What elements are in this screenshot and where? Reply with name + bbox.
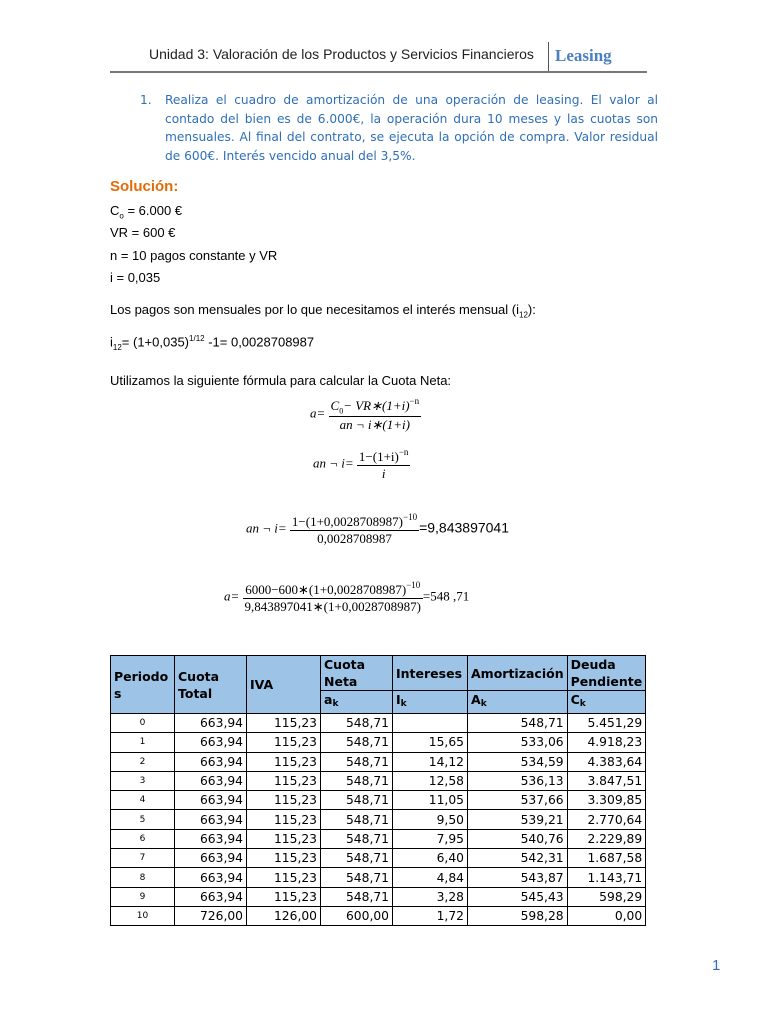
cell-iva: 115,23 bbox=[247, 791, 321, 810]
cell-amortizacion: 539,21 bbox=[468, 810, 568, 829]
problem-text: Realiza el cuadro de amortización de una operación de leasing. El valor al contado del bien es de 6.000€, la operación dura 10 meses y las cuotas son mensuales. Al final del contrato, se ejecuta la opción de compra. Valor residual de 600€. Interés vencido anual del 3,5%. bbox=[165, 93, 658, 163]
cell-cuota-neta: 548,71 bbox=[321, 791, 393, 810]
cell-intereses: 7,95 bbox=[393, 829, 468, 848]
cell-periodo: 5 bbox=[111, 810, 175, 829]
cell-cuota-total: 663,94 bbox=[175, 752, 247, 771]
cell-deuda-pendiente: 5.451,29 bbox=[567, 714, 646, 733]
cell-cuota-neta: 548,71 bbox=[321, 810, 393, 829]
cell-deuda-pendiente: 598,29 bbox=[567, 887, 646, 906]
cell-amortizacion: 537,66 bbox=[468, 791, 568, 810]
cell-periodo: 0 bbox=[111, 714, 175, 733]
cell-intereses: 9,50 bbox=[393, 810, 468, 829]
cell-amortizacion: 540,76 bbox=[468, 829, 568, 848]
cell-iva: 115,23 bbox=[247, 829, 321, 848]
problem-statement bbox=[140, 91, 658, 165]
cell-intereses: 4,84 bbox=[393, 868, 468, 887]
header-amortizacion: Amortización bbox=[468, 656, 568, 691]
table-row bbox=[111, 887, 646, 906]
i-line: i = 0,035 bbox=[110, 270, 161, 285]
formula-intro: Utilizamos la siguiente fórmula para calcular la Cuota Neta: bbox=[110, 373, 452, 388]
cell-cuota-neta: 548,71 bbox=[321, 868, 393, 887]
cell-amortizacion: 598,28 bbox=[468, 906, 568, 925]
cell-iva: 126,00 bbox=[247, 906, 321, 925]
cell-intereses: 1,72 bbox=[393, 906, 468, 925]
cell-cuota-total: 663,94 bbox=[175, 887, 247, 906]
header-amortizacion-symbol: $A_k$ bbox=[468, 691, 568, 714]
cell-deuda-pendiente: 2.770,64 bbox=[567, 810, 646, 829]
cell-cuota-neta: 548,71 bbox=[321, 829, 393, 848]
cell-cuota-neta: 548,71 bbox=[321, 752, 393, 771]
amortization-table-body bbox=[111, 714, 646, 926]
cell-amortizacion: 542,31 bbox=[468, 849, 568, 868]
cell-cuota-total: 663,94 bbox=[175, 791, 247, 810]
problem-number: 1. bbox=[140, 93, 152, 107]
table-row bbox=[111, 906, 646, 925]
cell-intereses: 3,28 bbox=[393, 887, 468, 906]
cell-amortizacion: 536,13 bbox=[468, 771, 568, 790]
cell-iva: 115,23 bbox=[247, 887, 321, 906]
table-row bbox=[111, 849, 646, 868]
i12-line: $i_{12}= (1+0,035)^{1/12}$ -1= 0,0028708987 bbox=[110, 334, 315, 352]
cell-periodo: 8 bbox=[111, 868, 175, 887]
cell-intereses: 14,12 bbox=[393, 752, 468, 771]
cell-cuota-neta: 548,71 bbox=[321, 887, 393, 906]
cell-intereses: 11,05 bbox=[393, 791, 468, 810]
cell-intereses bbox=[393, 714, 468, 733]
cell-deuda-pendiente: 2.229,89 bbox=[567, 829, 646, 848]
formula-annuity: an ¬ i= $\frac{1-(1+i)^{-n}}{i}$ bbox=[313, 447, 409, 481]
cell-cuota-total: 663,94 bbox=[175, 849, 247, 868]
header-deuda: Deuda Pendiente bbox=[567, 656, 646, 691]
cell-amortizacion: 545,43 bbox=[468, 887, 568, 906]
table-row bbox=[111, 868, 646, 887]
cell-deuda-pendiente: 1.687,58 bbox=[567, 849, 646, 868]
table-row bbox=[111, 733, 646, 752]
cell-periodo: 4 bbox=[111, 791, 175, 810]
cell-cuota-total: 663,94 bbox=[175, 868, 247, 887]
cell-amortizacion: 548,71 bbox=[468, 714, 568, 733]
cell-cuota-total: 726,00 bbox=[175, 906, 247, 925]
header-cuota-total: Cuota Total bbox=[175, 656, 247, 714]
cell-cuota-total: 663,94 bbox=[175, 810, 247, 829]
cell-periodo: 9 bbox=[111, 887, 175, 906]
table-row bbox=[111, 810, 646, 829]
cell-cuota-neta: 548,71 bbox=[321, 714, 393, 733]
solution-title: Solución: bbox=[110, 178, 179, 195]
header-intereses-symbol: $I_k$ bbox=[393, 691, 468, 714]
page-number: 1 bbox=[712, 957, 721, 974]
formula-cuota-neta-value: a= $\frac{6000-600∗(1+0,0028708987)^{-10}}{9,843897041∗(1+0,0028708987)}$ =548 ,71 bbox=[224, 580, 470, 614]
cell-intereses: 12,58 bbox=[393, 771, 468, 790]
cell-cuota-total: 663,94 bbox=[175, 714, 247, 733]
cell-deuda-pendiente: 3.847,51 bbox=[567, 771, 646, 790]
cell-periodo: 1 bbox=[111, 733, 175, 752]
cell-amortizacion: 543,87 bbox=[468, 868, 568, 887]
table-row bbox=[111, 714, 646, 733]
header-intereses: Intereses bbox=[393, 656, 468, 691]
n-line: n = 10 pagos constante y VR bbox=[110, 248, 278, 263]
cell-cuota-neta: 548,71 bbox=[321, 849, 393, 868]
formula-annuity-value: an ¬ i= $\frac{1-(1+0,0028708987)^{-10}}{0,0028708987}$ =9,843897041 bbox=[246, 512, 510, 546]
cell-periodo: 3 bbox=[111, 771, 175, 790]
cell-iva: 115,23 bbox=[247, 810, 321, 829]
c0-line: $C_o = 6.000$ € bbox=[110, 203, 183, 221]
cell-deuda-pendiente: 3.309,85 bbox=[567, 791, 646, 810]
table-row bbox=[111, 752, 646, 771]
header-cuota-neta: Cuota Neta bbox=[321, 656, 393, 691]
cell-iva: 115,23 bbox=[247, 868, 321, 887]
cell-cuota-neta: 548,71 bbox=[321, 771, 393, 790]
cell-periodo: 6 bbox=[111, 829, 175, 848]
cell-iva: 115,23 bbox=[247, 849, 321, 868]
header-rule bbox=[110, 71, 647, 73]
cell-amortizacion: 533,06 bbox=[468, 733, 568, 752]
header-deuda-symbol: $C_k$ bbox=[567, 691, 646, 714]
table-row bbox=[111, 771, 646, 790]
cell-cuota-total: 663,94 bbox=[175, 733, 247, 752]
table-row bbox=[111, 791, 646, 810]
header-iva: IVA bbox=[247, 656, 321, 714]
table-row bbox=[111, 829, 646, 848]
cell-periodo: 2 bbox=[111, 752, 175, 771]
formula-cuota-neta: a= $\frac{C_0- VR∗(1+i)^{-n}}{an \neg i∗(1+i)}$ bbox=[310, 396, 420, 432]
cell-intereses: 6,40 bbox=[393, 849, 468, 868]
amortization-table bbox=[110, 655, 646, 926]
cell-deuda-pendiente: 4.383,64 bbox=[567, 752, 646, 771]
monthly-intro: Los pagos son mensuales por lo que necesitamos el interés mensual $(i_{12})$: bbox=[110, 302, 536, 320]
header-section: Leasing bbox=[555, 46, 612, 65]
cell-iva: 115,23 bbox=[247, 714, 321, 733]
cell-cuota-neta: 548,71 bbox=[321, 733, 393, 752]
cell-iva: 115,23 bbox=[247, 752, 321, 771]
cell-deuda-pendiente: 0,00 bbox=[567, 906, 646, 925]
cell-cuota-total: 663,94 bbox=[175, 771, 247, 790]
cell-intereses: 15,65 bbox=[393, 733, 468, 752]
header-periodos: Periodo s bbox=[111, 656, 175, 714]
cell-periodo: 10 bbox=[111, 906, 175, 925]
header-divider bbox=[548, 42, 549, 73]
cell-deuda-pendiente: 4.918,23 bbox=[567, 733, 646, 752]
cell-deuda-pendiente: 1.143,71 bbox=[567, 868, 646, 887]
cell-periodo: 7 bbox=[111, 849, 175, 868]
cell-cuota-neta: 600,00 bbox=[321, 906, 393, 925]
cell-iva: 115,23 bbox=[247, 733, 321, 752]
header-title: Unidad 3: Valoración de los Productos y Servicios Financieros bbox=[149, 46, 534, 62]
header-cuota-neta-symbol: $a_k$ bbox=[321, 691, 393, 714]
vr-line: VR = 600 € bbox=[110, 225, 176, 240]
cell-amortizacion: 534,59 bbox=[468, 752, 568, 771]
cell-iva: 115,23 bbox=[247, 771, 321, 790]
cell-cuota-total: 663,94 bbox=[175, 829, 247, 848]
